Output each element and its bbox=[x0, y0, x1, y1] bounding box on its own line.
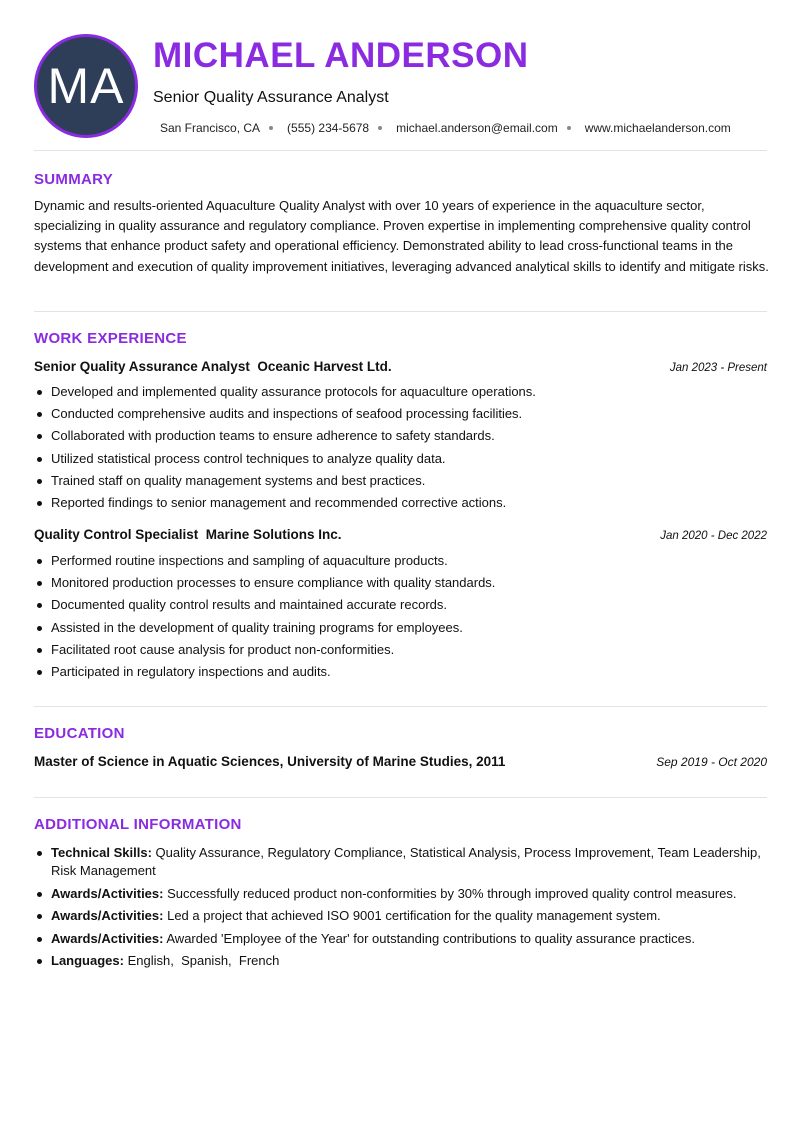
item-label: Awards/Activities: bbox=[51, 930, 164, 946]
job-company: Marine Solutions Inc. bbox=[205, 527, 342, 542]
list-item bbox=[34, 885, 767, 903]
item-label: Awards/Activities: bbox=[51, 908, 164, 923]
job-bullets bbox=[34, 384, 767, 517]
list-item: Collaborated with production teams to ensure adherence to safety standards. bbox=[34, 428, 767, 444]
education-dates: Sep 2019 - Oct 2020 bbox=[656, 755, 767, 769]
section-divider bbox=[34, 311, 767, 312]
job-role: Quality Control Specialist bbox=[34, 527, 199, 542]
job-bullets bbox=[34, 553, 767, 686]
list-item: Documented quality control results and maintained accurate records. bbox=[34, 597, 767, 613]
separator-dot bbox=[567, 126, 571, 130]
list-item bbox=[34, 907, 767, 925]
additional-heading: ADDITIONAL INFORMATION bbox=[34, 816, 242, 833]
experience-heading: WORK EXPERIENCE bbox=[34, 330, 187, 347]
list-item: Reported findings to senior management and recommended corrective actions. bbox=[34, 495, 767, 511]
additional-list bbox=[34, 844, 767, 975]
list-item bbox=[34, 952, 767, 970]
item-text: Quality Assurance, Regulatory Compliance, Statistical Analysis, Process Improvement, Team Leadership, Risk Management bbox=[51, 845, 761, 878]
job-role: Senior Quality Assurance Analyst bbox=[34, 359, 250, 374]
list-item: Assisted in the development of quality training programs for employees. bbox=[34, 620, 767, 636]
separator-dot bbox=[269, 126, 273, 130]
list-item bbox=[34, 844, 767, 880]
candidate-title: Senior Quality Assurance Analyst bbox=[153, 89, 389, 106]
item-text: Awarded 'Employee of the Year' for outstanding contributions to quality assurance practices. bbox=[166, 930, 696, 946]
list-item: Performed routine inspections and sampling of aquaculture products. bbox=[34, 553, 767, 569]
list-item: Conducted comprehensive audits and inspections of seafood processing facilities. bbox=[34, 406, 767, 422]
education-degree: Master of Science in Aquatic Sciences, University of Marine Studies, 2011 bbox=[34, 754, 506, 769]
education-heading: EDUCATION bbox=[34, 725, 125, 742]
item-text: Successfully reduced product non-conformities by 30% through improved quality control measures. bbox=[167, 885, 737, 901]
item-label: Technical Skills: bbox=[51, 845, 152, 860]
job-dates: Jan 2023 - Present bbox=[669, 362, 767, 374]
item-text: Led a project that achieved ISO 9001 certification for the quality management system. bbox=[167, 908, 661, 923]
candidate-name: MICHAEL ANDERSON bbox=[153, 36, 529, 75]
item-label: Awards/Activities: bbox=[51, 885, 164, 901]
summary-text: Dynamic and results-oriented Aquaculture Quality Analyst with over 10 years of experience in the aquaculture sector, specializing in quality assurance and regulatory compliance. Proven expertise in implementing comprehensive quality control systems that enhance product safety and operational efficiency. Demonstrated ability to lead cross-functional teams in the development and execution of quality improvement initiatives, leveraging advanced analytical skills to identify and mitigate risks. bbox=[34, 198, 769, 274]
separator-dot bbox=[378, 126, 382, 130]
avatar-initials: MA bbox=[47, 58, 125, 114]
item-text: English, Spanish, French bbox=[127, 953, 280, 968]
list-item: Trained staff on quality management systems and best practices. bbox=[34, 473, 767, 489]
summary-heading: SUMMARY bbox=[34, 171, 114, 188]
list-item bbox=[34, 930, 767, 948]
list-item: Facilitated root cause analysis for product non-conformities. bbox=[34, 642, 767, 658]
education-entry bbox=[34, 754, 767, 769]
item-label: Languages: bbox=[51, 953, 124, 968]
contact-email[interactable]: michael.anderson@email.com bbox=[396, 121, 558, 135]
avatar bbox=[34, 34, 138, 138]
section-divider bbox=[34, 797, 767, 798]
contact-line bbox=[160, 121, 731, 135]
job-header bbox=[34, 527, 767, 542]
contact-phone: (555) 234-5678 bbox=[287, 121, 370, 135]
job-role-line bbox=[34, 527, 342, 542]
section-divider bbox=[34, 706, 767, 707]
list-item: Monitored production processes to ensure compliance with quality standards. bbox=[34, 575, 767, 591]
job-role-line bbox=[34, 359, 392, 374]
list-item: Participated in regulatory inspections and audits. bbox=[34, 664, 767, 680]
list-item: Utilized statistical process control techniques to analyze quality data. bbox=[34, 451, 767, 467]
contact-website[interactable]: www.michaelanderson.com bbox=[584, 121, 731, 135]
job-header bbox=[34, 359, 767, 374]
contact-location: San Francisco, CA bbox=[160, 121, 261, 135]
list-item: Developed and implemented quality assurance protocols for aquaculture operations. bbox=[34, 384, 767, 400]
job-dates: Jan 2020 - Dec 2022 bbox=[660, 530, 767, 542]
section-divider bbox=[34, 150, 767, 151]
job-company: Oceanic Harvest Ltd. bbox=[257, 359, 392, 374]
